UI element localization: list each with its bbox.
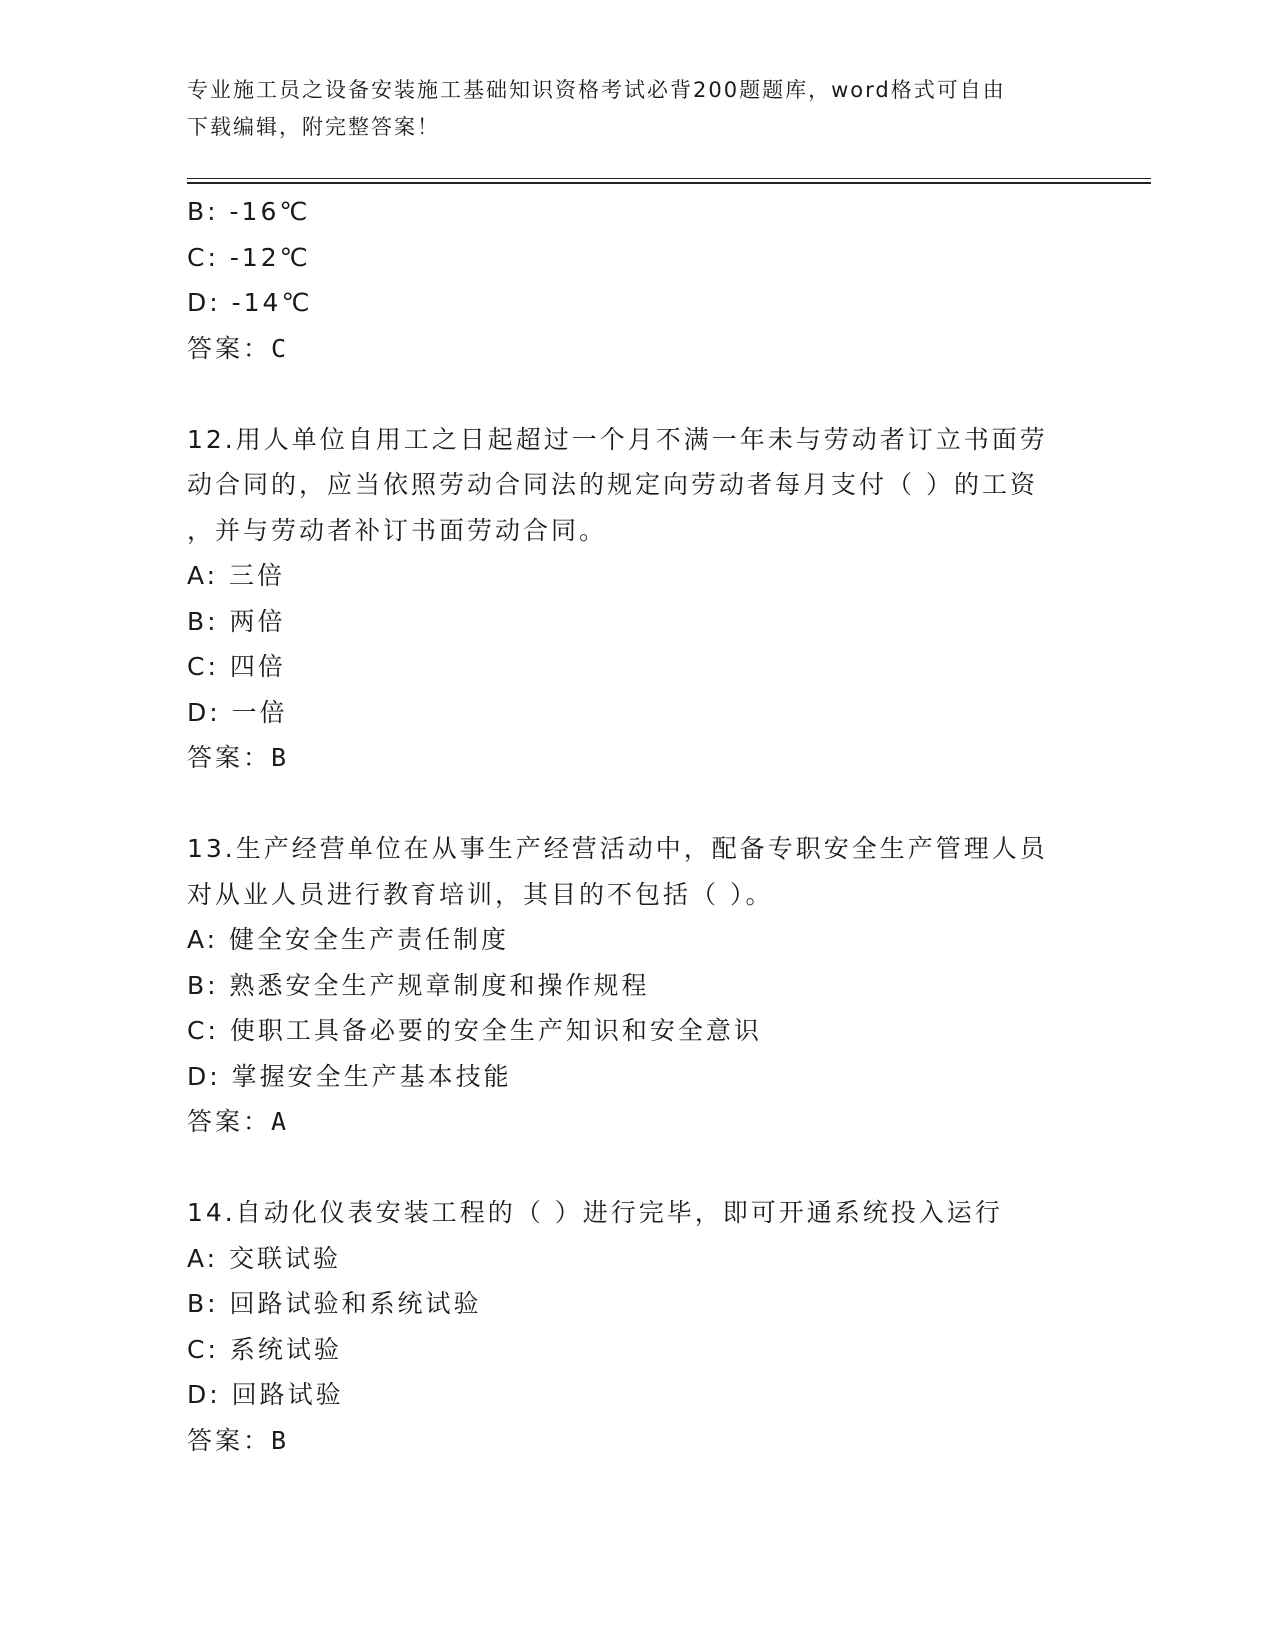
option-a: A: 交联试验: [187, 1243, 342, 1273]
option-c: C: 使职工具备必要的安全生产知识和安全意识: [187, 1016, 762, 1045]
option-d: D: -14℃: [187, 288, 313, 317]
option-d: D: 掌握安全生产基本技能: [187, 1061, 512, 1091]
option-b: B: 回路试验和系统试验: [187, 1289, 482, 1318]
spacer: [187, 371, 1087, 417]
answer-line: 答案：B: [187, 743, 290, 772]
question-block-14: [187, 1190, 1087, 1463]
option-d: D: 回路试验: [187, 1380, 344, 1409]
option-c: C: -12℃: [187, 242, 311, 272]
question-stem-line: ，并与劳动者补订书面劳动合同。: [187, 515, 608, 545]
answer-line: 答案：B: [187, 1425, 290, 1455]
question-block-13: [187, 826, 1087, 1145]
header-divider: [187, 178, 1151, 184]
question-stem-line: 12.用人单位自用工之日起超过一个月不满一年未与劳动者订立书面劳: [187, 424, 1048, 454]
spacer: [187, 781, 1087, 827]
option-a: A: 三倍: [187, 561, 286, 590]
answer-line: 答案：A: [187, 1107, 290, 1136]
header-line-2: 下载编辑，附完整答案！: [187, 115, 440, 139]
option-b: B: 两倍: [187, 606, 286, 636]
question-block-12: [187, 417, 1087, 781]
answer-line: 答案：C: [187, 333, 290, 363]
question-stem-line: 13.生产经营单位在从事生产经营活动中，配备专职安全生产管理人员: [187, 834, 1048, 863]
option-b: B: -16℃: [187, 197, 311, 226]
question-block-11: [187, 189, 1087, 371]
option-a: A: 健全安全生产责任制度: [187, 925, 510, 954]
document-header: [187, 72, 1087, 146]
question-stem-line: 动合同的，应当依照劳动合同法的规定向劳动者每月支付（ ）的工资: [187, 470, 1038, 499]
question-stem-line: 对从业人员进行教育培训，其目的不包括（ ）。: [187, 879, 774, 909]
option-d: D: 一倍: [187, 697, 288, 727]
question-list: [187, 189, 1087, 1463]
header-line-1: 专业施工员之设备安装施工基础知识资格考试必背200题题库，word格式可自由: [187, 78, 1006, 102]
option-c: C: 四倍: [187, 652, 286, 681]
option-b: B: 熟悉安全生产规章制度和操作规程: [187, 970, 650, 1000]
spacer: [187, 1145, 1087, 1191]
question-stem-line: 14.自动化仪表安装工程的（ ）进行完毕，即可开通系统投入运行: [187, 1198, 1003, 1227]
option-c: C: 系统试验: [187, 1334, 342, 1364]
